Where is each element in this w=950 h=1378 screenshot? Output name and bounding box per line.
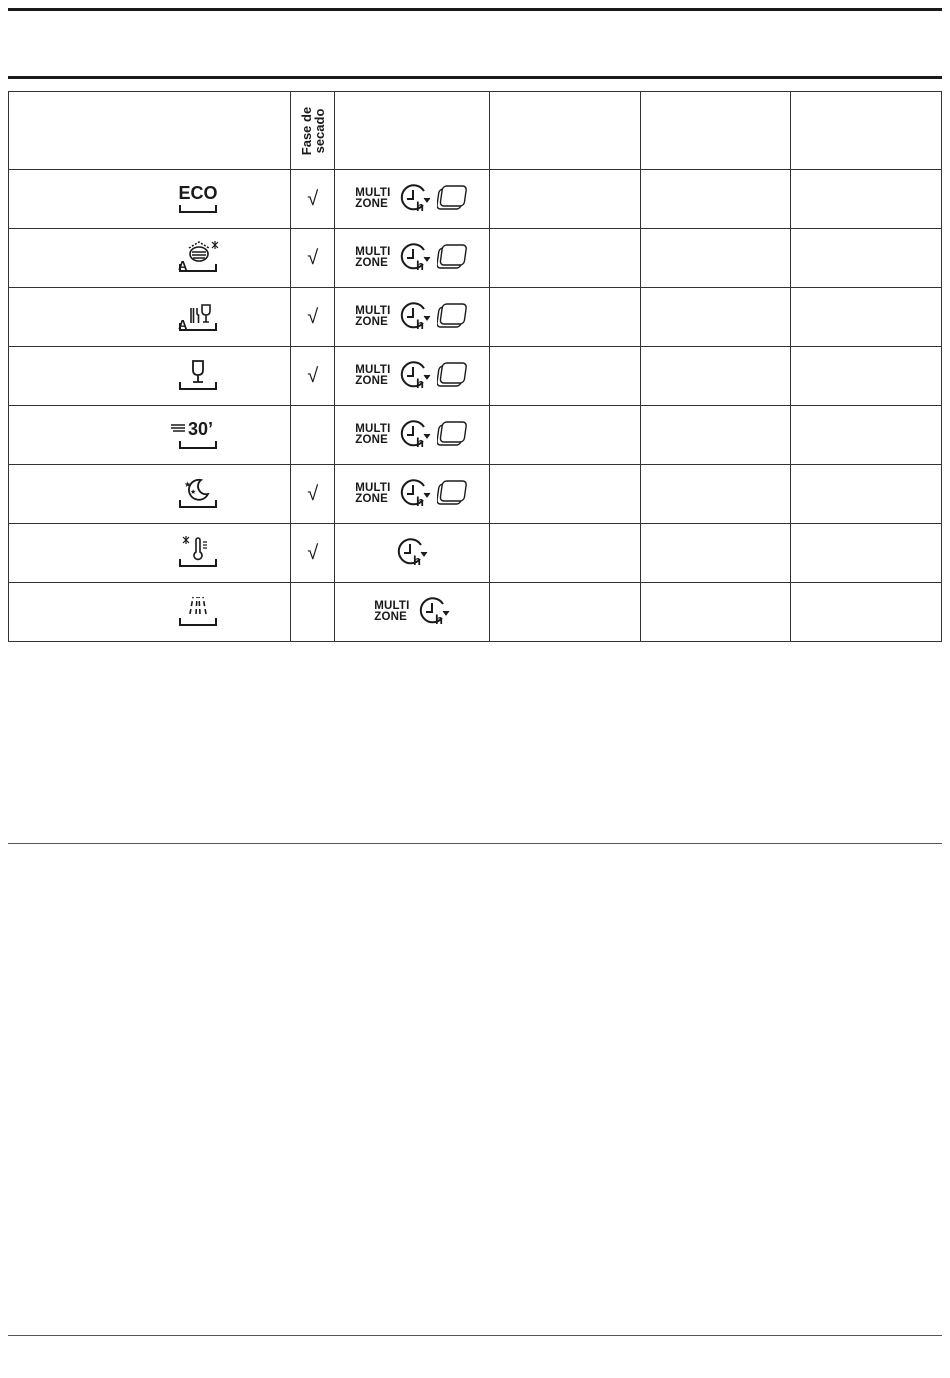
empty-cell-col-4	[490, 465, 641, 524]
empty-cell-col-5	[640, 406, 791, 465]
tablet-icon	[437, 479, 469, 509]
empty-cell-col-6	[791, 229, 942, 288]
empty-cell-col-6	[791, 170, 942, 229]
multizone-icon	[355, 483, 393, 505]
check-mark: √	[307, 541, 319, 564]
program-cell	[9, 170, 291, 229]
drying-phase-cell	[291, 229, 335, 288]
table-row	[9, 229, 942, 288]
empty-cell-col-6	[791, 347, 942, 406]
options-cell	[335, 583, 490, 642]
table-row	[9, 465, 942, 524]
table-row	[9, 524, 942, 583]
delay-timer-icon	[399, 360, 431, 392]
options-cell	[335, 229, 490, 288]
svg-text:h: h	[416, 376, 425, 391]
header-col-4	[490, 92, 641, 170]
header-col-6	[791, 92, 942, 170]
table-row	[9, 406, 942, 465]
drying-phase-cell	[291, 406, 335, 465]
footer-rule	[8, 1335, 942, 1336]
drying-phase-cell	[291, 288, 335, 347]
header-col-5	[640, 92, 791, 170]
empty-cell-col-5	[640, 170, 791, 229]
empty-cell-col-6	[791, 524, 942, 583]
multizone-icon	[355, 365, 393, 387]
tablet-icon	[437, 420, 469, 450]
multizone-icon	[355, 188, 393, 210]
svg-text:★: ★	[184, 480, 192, 489]
delay-timer-icon	[399, 301, 431, 333]
options-cell	[335, 406, 490, 465]
empty-cell-col-6	[791, 288, 942, 347]
multizone-label-line2: ZONE	[355, 198, 388, 210]
svg-text:ECO: ECO	[178, 183, 218, 203]
check-mark: √	[307, 482, 319, 505]
options-cell	[335, 170, 490, 229]
multizone-label-line1: MULTI	[355, 364, 391, 376]
delay-timer-icon	[399, 478, 431, 510]
empty-cell-col-4	[490, 347, 641, 406]
options-cell	[335, 465, 490, 524]
section-divider	[8, 843, 942, 844]
svg-text:h: h	[416, 258, 425, 273]
svg-text:A: A	[178, 317, 188, 332]
delay-timer-icon	[396, 537, 428, 569]
multizone-label-line1: MULTI	[355, 482, 391, 494]
multizone-label-line1: MULTI	[355, 187, 391, 199]
empty-cell-col-5	[640, 288, 791, 347]
empty-cell-col-5	[640, 465, 791, 524]
multizone-icon	[355, 247, 393, 269]
check-mark: √	[307, 187, 319, 210]
tablet-icon	[437, 184, 469, 214]
options-cell	[335, 347, 490, 406]
multizone-label-line2: ZONE	[355, 316, 388, 328]
hygiene-program-icon	[168, 544, 228, 561]
program-cell	[9, 583, 291, 642]
empty-cell-col-5	[640, 524, 791, 583]
multizone-label-line1: MULTI	[355, 305, 391, 317]
empty-cell-col-4	[490, 406, 641, 465]
svg-text:h: h	[416, 494, 425, 509]
multizone-label-line2: ZONE	[374, 611, 407, 623]
options-cell	[335, 288, 490, 347]
svg-text:h: h	[416, 199, 425, 214]
svg-text:h: h	[416, 317, 425, 332]
multizone-icon	[374, 601, 412, 623]
multizone-label-line2: ZONE	[355, 434, 388, 446]
header-program	[9, 92, 291, 170]
glass-program-icon	[168, 367, 228, 384]
multizone-label-line1: MULTI	[374, 600, 410, 612]
header-rule	[8, 76, 942, 79]
check-mark: √	[307, 364, 319, 387]
delay-timer-icon	[399, 183, 431, 215]
empty-cell-col-4	[490, 524, 641, 583]
svg-text:h: h	[435, 612, 444, 627]
drying-phase-cell	[291, 170, 335, 229]
eco-program-icon	[168, 183, 228, 207]
delay-timer-icon	[418, 596, 450, 628]
svg-text:★: ★	[190, 489, 197, 496]
night-program-icon	[168, 480, 228, 502]
table-row	[9, 583, 942, 642]
empty-cell-col-6	[791, 465, 942, 524]
drying-phase-cell	[291, 347, 335, 406]
tablet-icon	[437, 361, 469, 391]
empty-cell-col-5	[640, 229, 791, 288]
multizone-label-line2: ZONE	[355, 257, 388, 269]
top-rule	[8, 8, 942, 11]
table-row	[9, 288, 942, 347]
check-mark: √	[307, 305, 319, 328]
multizone-label-line1: MULTI	[355, 246, 391, 258]
empty-cell-col-4	[490, 583, 641, 642]
header-drying-phase	[291, 92, 335, 170]
drying-phase-label: Fase de secado	[298, 106, 327, 155]
drying-phase-cell	[291, 524, 335, 583]
auto-program-icon	[168, 308, 228, 332]
drying-phase-cell	[291, 583, 335, 642]
check-mark: √	[307, 246, 319, 269]
table-row	[9, 347, 942, 406]
auto-intensive-program-icon	[168, 249, 228, 273]
header-options	[335, 92, 490, 170]
prewash-program-icon	[168, 603, 228, 620]
empty-cell-col-6	[791, 583, 942, 642]
empty-cell-col-5	[640, 583, 791, 642]
program-cell	[9, 347, 291, 406]
multizone-label-line2: ZONE	[355, 375, 388, 387]
multizone-label-line1: MULTI	[355, 423, 391, 435]
table-row	[9, 170, 942, 229]
empty-cell-col-4	[490, 288, 641, 347]
multizone-icon	[355, 306, 393, 328]
empty-cell-col-4	[490, 229, 641, 288]
quick-30-program-icon	[168, 419, 228, 443]
empty-cell-col-6	[791, 406, 942, 465]
empty-cell-col-4	[490, 170, 641, 229]
delay-timer-icon	[399, 419, 431, 451]
table-header-row	[9, 92, 942, 170]
program-cell	[9, 229, 291, 288]
program-cell	[9, 288, 291, 347]
program-cell	[9, 406, 291, 465]
multizone-icon	[355, 424, 393, 446]
multizone-label-line2: ZONE	[355, 493, 388, 505]
drying-phase-cell	[291, 465, 335, 524]
svg-text:30’: 30’	[188, 419, 214, 439]
empty-cell-col-5	[640, 347, 791, 406]
delay-timer-icon	[399, 242, 431, 274]
program-table	[8, 91, 942, 642]
program-cell	[9, 465, 291, 524]
svg-text:h: h	[416, 435, 425, 450]
svg-text:h: h	[413, 553, 422, 568]
tablet-icon	[437, 243, 469, 273]
tablet-icon	[437, 302, 469, 332]
svg-text:A: A	[178, 258, 188, 273]
program-cell	[9, 524, 291, 583]
options-cell	[335, 524, 490, 583]
